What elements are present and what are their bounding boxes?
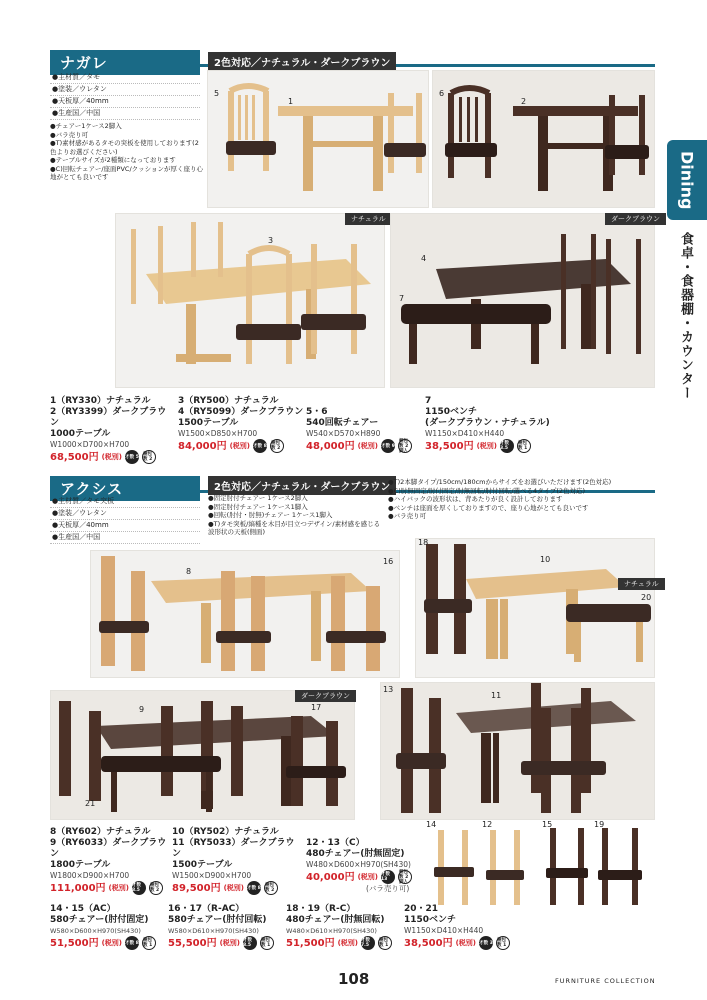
item-number: 21 (85, 799, 96, 808)
package-badge: 梱包数 1 (378, 936, 392, 950)
volume-badge: 才数 3 (479, 936, 493, 950)
product-name: 1500テーブル (172, 860, 233, 870)
spec-item: ●主材質／タモ (50, 72, 200, 84)
note-item: ●回転(肘付・肘無)チェアー 1ケース1脚入 (208, 511, 333, 519)
spec-list-nagare (50, 72, 200, 120)
item-number: 4 (421, 254, 427, 263)
product-price: 89,500円 (税別) 才数 8 梱包数 2 (172, 881, 302, 895)
spec-item: ●生産国／中国 (50, 532, 200, 544)
note-item: ●固定肘付チェアー 1ケース2脚入 (208, 494, 308, 502)
notes-axis-middle (208, 494, 383, 537)
product-extra-note: (バラ売り可) (366, 884, 410, 893)
product-code: 16・17（R-AC） (168, 904, 245, 914)
product-nagare-bench (425, 396, 550, 453)
product-dimensions: W1150×D410×H440 (425, 429, 505, 438)
product-code: 20・21 (404, 904, 439, 914)
category-tab-dining: Dining (667, 140, 707, 220)
product-name: 580チェアー(肘付回転) (168, 915, 267, 925)
volume-badge: 才数 5 (125, 450, 139, 464)
product-axis-580-chair-fixed (50, 904, 168, 950)
photo-axis-natural-table-bench (415, 538, 655, 678)
item-number: 5 (214, 89, 220, 98)
product-code: 3（RY500）ナチュラル (178, 396, 279, 406)
product-price: 40,000円 (税別) 才数 13 梱包数 2脚入 (306, 870, 431, 884)
product-dimensions: W480×D600×H970(SH430) (306, 860, 411, 869)
photo-axis-chair-lineup (426, 820, 655, 910)
product-axis-1500-table (172, 827, 302, 895)
product-nagare-540-chair (306, 396, 424, 453)
package-badge: 梱包数 1 (142, 936, 156, 950)
product-dimensions: W1500×D850×H700 (178, 429, 258, 438)
package-badge: 梱包数 1 (496, 936, 510, 950)
note-item: ●T)2本脚タイプ/150cm/180cmからサイズをお選びいただけます(2色対応) (388, 478, 612, 486)
product-dimensions: W1800×D900×H700 (50, 871, 130, 880)
item-number: 9 (139, 705, 145, 714)
product-price: 38,500円 (税別) 才数 3.5 梱包数 1 (425, 439, 550, 453)
product-name: 1000テーブル (50, 429, 111, 439)
volume-badge: 才数 13 (381, 870, 395, 884)
product-code: 18・19（R-C） (286, 904, 356, 914)
item-number: 11 (491, 691, 502, 700)
product-code: 11（RY5033）ダークブラウン (172, 838, 295, 859)
product-price: 48,000円 (税別) 才数 9 梱包数 2脚入 (306, 439, 424, 453)
package-badge: 梱包数 2 (142, 450, 156, 464)
product-name: 1800テーブル (50, 860, 111, 870)
product-dimensions: W1150×D410×H440 (404, 926, 484, 935)
package-badge: 梱包数 2 (264, 881, 278, 895)
volume-badge: 才数 8 (247, 881, 261, 895)
item-number: 1 (288, 97, 294, 106)
package-badge: 梱包数 2脚入 (398, 439, 412, 453)
spec-list-axis (50, 496, 200, 544)
item-number: 10 (540, 555, 551, 564)
product-name: 1150ベンチ (425, 407, 478, 417)
product-axis-580-chair-swivel (168, 904, 286, 950)
product-color: (ダークブラウン・ナチュラル) (425, 418, 550, 428)
photo-nagare-dark-set (432, 70, 655, 208)
note-item: ●テーブルサイズが2種類になっております (50, 156, 176, 164)
spec-item: ●天板厚／40mm (50, 520, 200, 532)
photo-axis-dark-dining (50, 690, 355, 820)
spec-item: ●塗装／ウレタン (50, 84, 200, 96)
photo-nagare-dark-dining (390, 213, 655, 388)
product-axis-1800-table (50, 827, 170, 895)
item-number: 18 (418, 538, 429, 547)
note-item: ●C)回転チェアー/座面PVC/クッションが厚く座り心地がとても良いです (50, 164, 204, 181)
product-axis-480-chair-fixed (306, 827, 431, 894)
package-badge: 梱包数 2 (149, 881, 163, 895)
notes-nagare (50, 122, 205, 182)
volume-badge: 才数 8 (125, 936, 139, 950)
product-code: 12・13（C） (306, 838, 365, 848)
spec-item: ●天板厚／40mm (50, 96, 200, 108)
product-name: 1150ベンチ (404, 915, 457, 925)
category-label: 食卓・食器棚・カウンター (678, 232, 693, 400)
package-badge: 梱包数 2脚入 (398, 870, 412, 884)
product-code: 4（RY5099）ダークブラウン (178, 407, 304, 417)
product-nagare-1000-table (50, 396, 175, 464)
product-dimensions: W1000×D700×H700 (50, 440, 130, 449)
volume-badge: 才数 7.5 (361, 936, 375, 950)
note-item: ●ハイバックの波形状は、背あたりが良く設計しております (388, 495, 563, 503)
product-axis-480-chair-swivel (286, 904, 404, 950)
note-item: ●T)素材感があるタモの突板を使用しております(2色よりお選びください) (50, 139, 199, 156)
product-code: 9（RY6033）ダークブラウン (50, 838, 167, 859)
tag-dark-brown: ダークブラウン (295, 690, 356, 702)
item-number: 8 (186, 567, 192, 576)
product-price: 51,500円 (税別) 才数 8 梱包数 1 (50, 936, 168, 950)
item-number: 13 (383, 685, 394, 694)
product-code: 1（RY330）ナチュラル (50, 396, 151, 406)
product-code: 5・6 (306, 407, 328, 417)
volume-badge: 才数 8.5 (132, 881, 146, 895)
note-item: ●T)タモ突板/縞種を木目が目立つデザイン/素材感を感じる波形状の天板(側面) (208, 519, 381, 536)
product-price: 51,500円 (税別) 才数 7.5 梱包数 1 (286, 936, 404, 950)
package-badge: 梱包数 2 (270, 439, 284, 453)
spec-item: ●主材質／タモ突板 (50, 496, 200, 508)
product-name: 580チェアー(肘付固定) (50, 915, 149, 925)
item-number: 3 (268, 236, 274, 245)
page-number: 108 (338, 970, 370, 988)
tag-natural: ナチュラル (345, 213, 392, 225)
product-price: 55,500円 (税別) 才数 8.5 梱包数 1 (168, 936, 286, 950)
footer-brand: FURNITURE COLLECTION (555, 977, 656, 985)
product-axis-bench (404, 904, 522, 950)
product-dimensions: W540×D570×H890 (306, 429, 381, 438)
note-item: ●ベンチは座面を厚くしておりますので、座り心地がとても良いです (388, 503, 589, 512)
product-name: 1500テーブル (178, 418, 239, 428)
product-dimensions: W580×D600×H970(SH430) (50, 927, 141, 935)
product-price: 68,500円 (税別) 才数 5 梱包数 2 (50, 450, 175, 464)
section-title-nagare: ナガレ (50, 50, 200, 75)
item-number: 7 (399, 294, 405, 303)
package-badge: 梱包数 1 (260, 936, 274, 950)
volume-badge: 才数 9 (381, 439, 395, 453)
product-dimensions: W580×D610×H970(SH430) (168, 927, 259, 935)
product-code: 2（RY3399）ダークブラウン (50, 407, 167, 428)
item-number: 12 (482, 820, 493, 829)
package-badge: 梱包数 1 (517, 439, 531, 453)
item-number: 2 (521, 97, 527, 106)
section-title-axis: アクシス (50, 476, 200, 501)
photo-nagare-natural-dining (115, 213, 385, 388)
volume-badge: 才数 8 (253, 439, 267, 453)
volume-badge: 才数 8.5 (243, 936, 257, 950)
product-name: 480チェアー(肘無固定) (306, 849, 405, 859)
tag-natural: ナチュラル (618, 578, 665, 590)
variant-label-nagare: 2色対応／ナチュラル・ダークブラウン (208, 52, 396, 71)
notes-axis-right (388, 478, 655, 521)
item-number: 14 (426, 820, 437, 829)
note-item: ●C)肘無固定/肘付固定/肘無回転/肘付回転/選べる4タイプ(2色対応) (388, 486, 586, 495)
variant-label-axis: 2色対応／ナチュラル・ダークブラウン (208, 476, 396, 495)
product-dimensions: W1500×D900×H700 (172, 871, 252, 880)
note-item: ●固定肘付チェアー 1ケース1脚入 (208, 502, 308, 511)
product-nagare-1500-table (178, 396, 306, 453)
item-number: 15 (542, 820, 553, 829)
item-number: 17 (311, 703, 322, 712)
item-number: 19 (594, 820, 605, 829)
product-code: 10（RY502）ナチュラル (172, 827, 279, 837)
note-item: ●バラ売り可 (388, 512, 427, 520)
volume-badge: 才数 3.5 (500, 439, 514, 453)
product-price: 84,000円 (税別) 才数 8 梱包数 2 (178, 439, 306, 453)
product-code: 14・15（AC） (50, 904, 116, 914)
item-number: 16 (383, 557, 394, 566)
item-number: 6 (439, 89, 445, 98)
item-number: 20 (641, 593, 652, 602)
product-price: 111,000円 (税別) 才数 8.5 梱包数 2 (50, 881, 170, 895)
spec-item: ●生産国／中国 (50, 108, 200, 120)
product-dimensions: W480×D610×H970(SH430) (286, 927, 377, 935)
product-name: 540回転チェアー (306, 418, 379, 428)
spec-item: ●塗装／ウレタン (50, 508, 200, 520)
photo-nagare-natural-set (207, 70, 429, 208)
product-code: 7 (425, 396, 432, 406)
product-name: 480チェアー(肘無回転) (286, 915, 385, 925)
photo-axis-dark-table-chairs (380, 682, 655, 820)
photo-axis-natural-dining (90, 550, 400, 678)
product-price: 38,500円 (税別) 才数 3 梱包数 1 (404, 936, 522, 950)
tag-dark-brown: ダークブラウン (605, 213, 666, 225)
note-item: ●チェアー1ケース2脚入 (50, 122, 122, 130)
product-code: 8（RY602）ナチュラル (50, 827, 151, 837)
note-item: ●バラ売り可 (50, 130, 89, 139)
